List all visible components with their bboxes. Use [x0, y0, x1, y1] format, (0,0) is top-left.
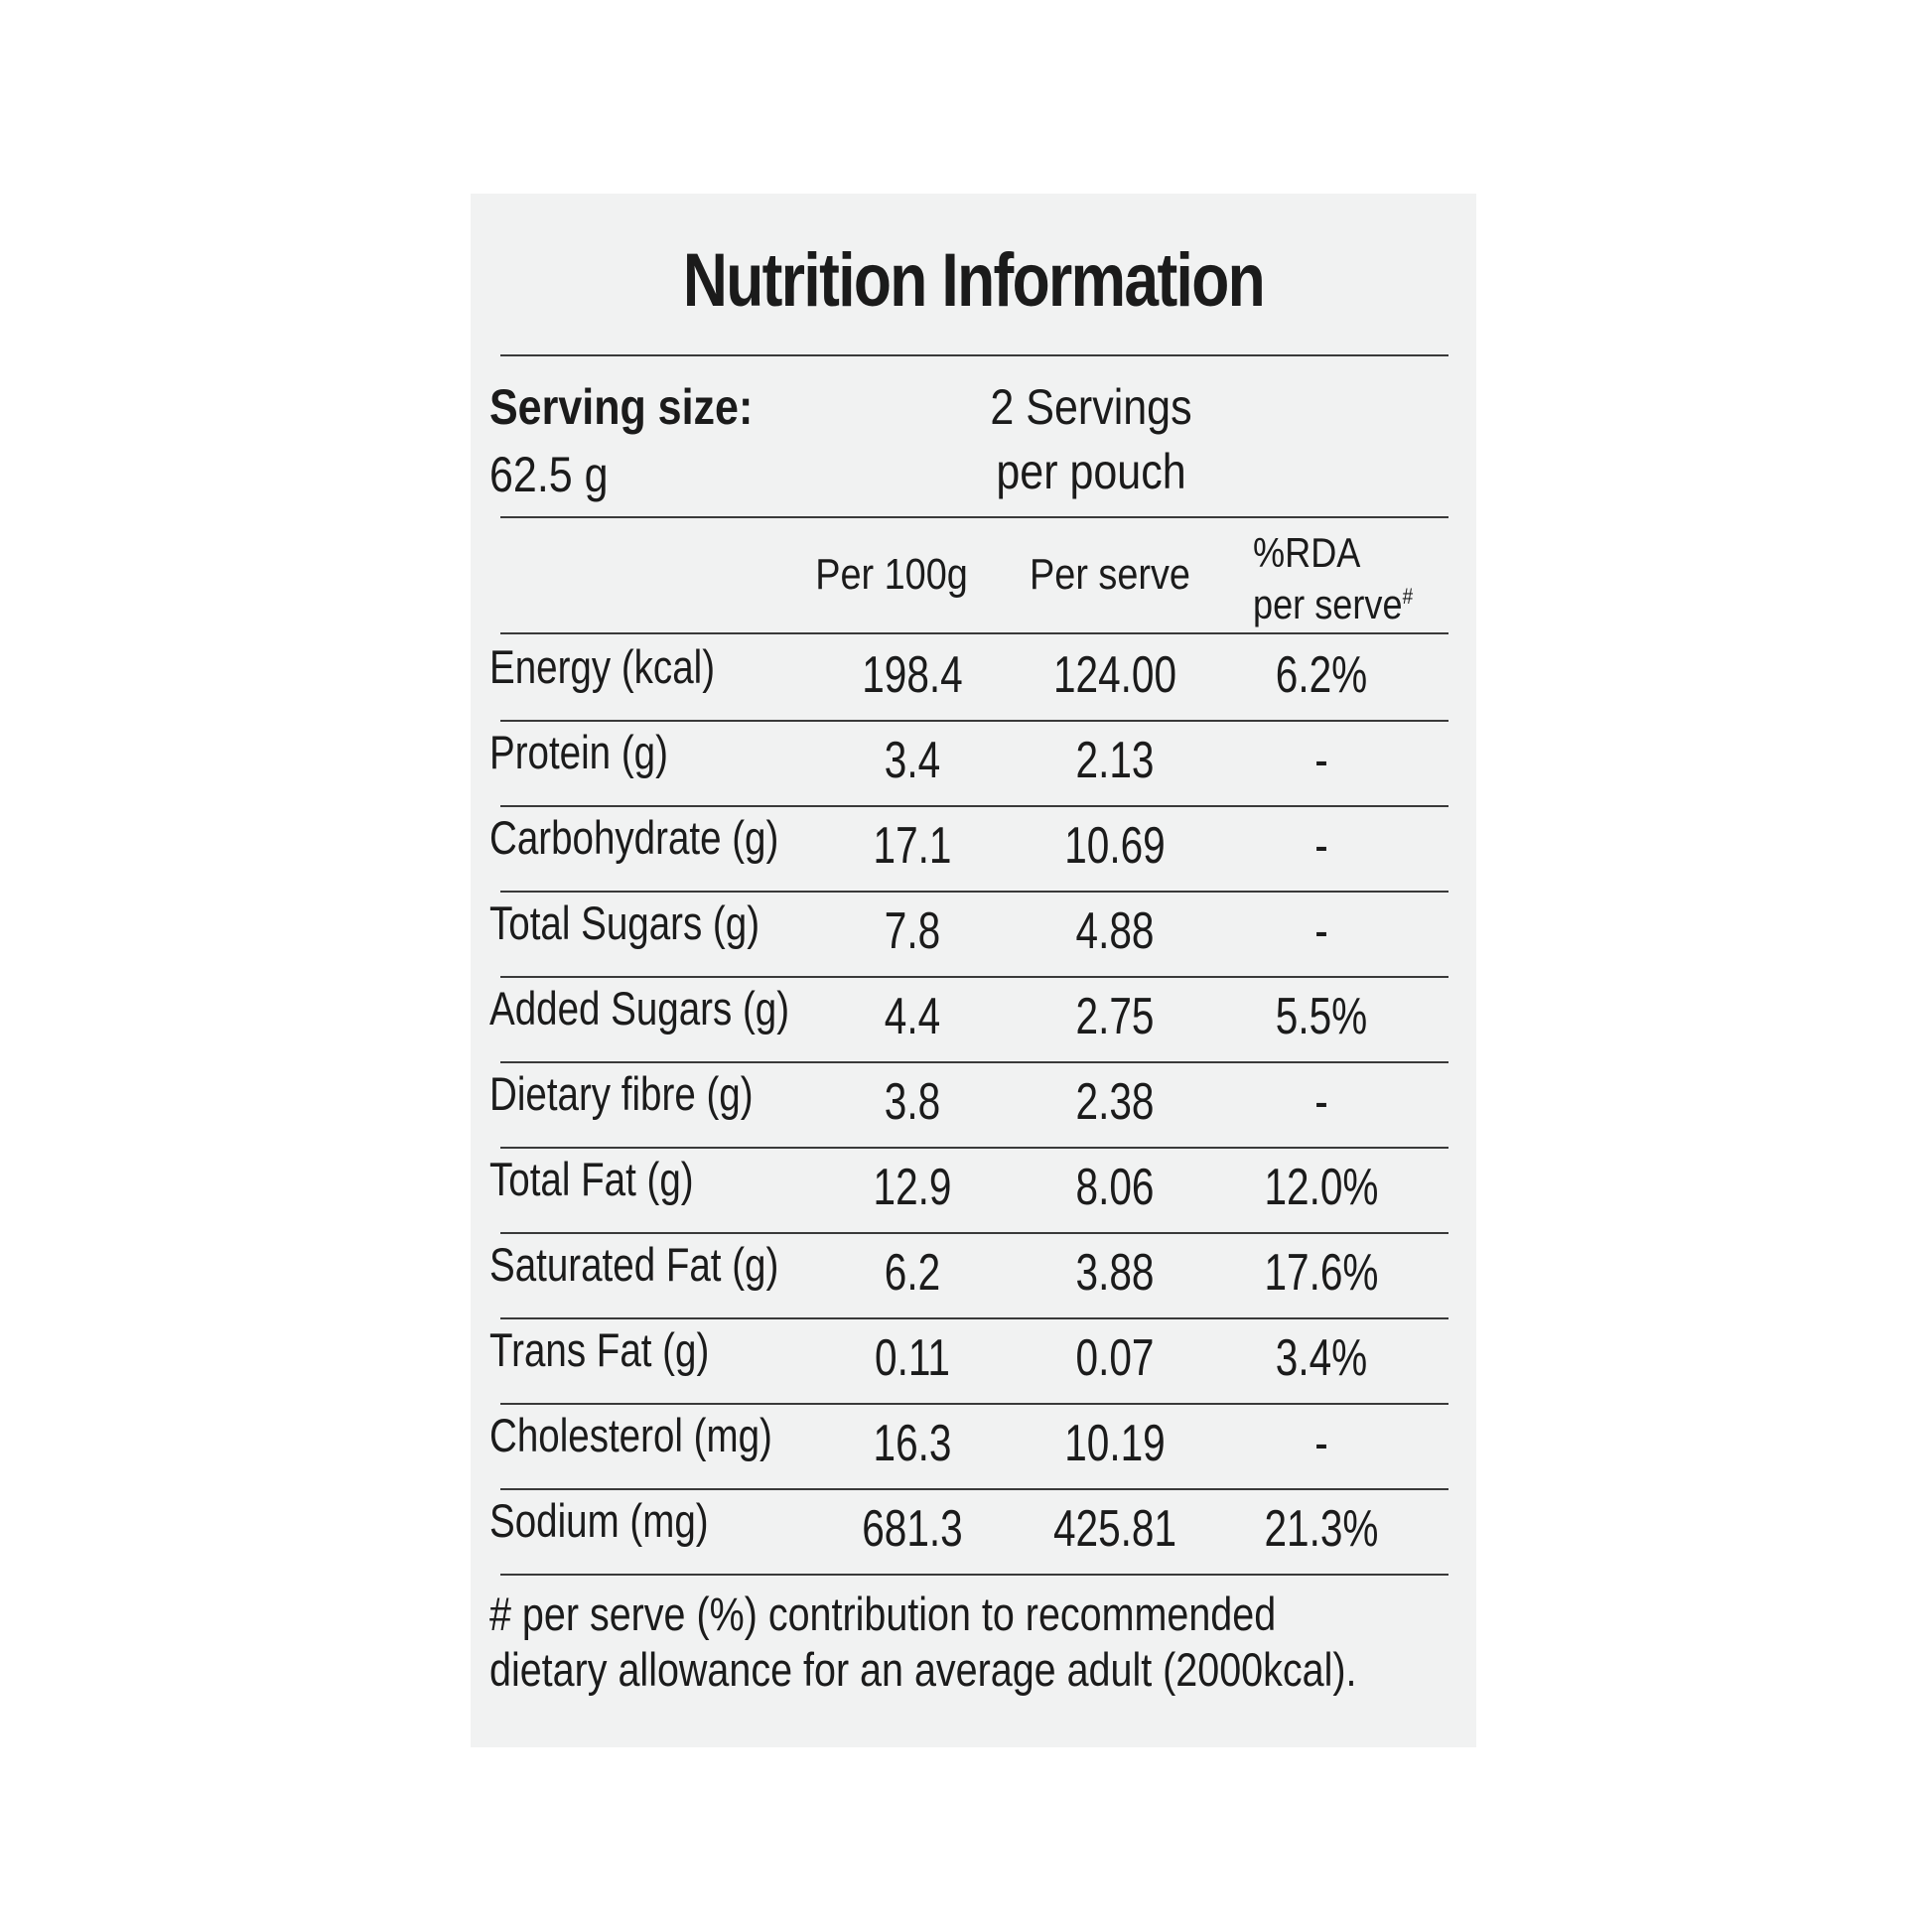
nutrient-name: Dietary fibre (g) — [489, 1067, 754, 1120]
rda-header-line2: per serve — [1253, 581, 1403, 627]
per-serve-value: 4.88 — [1075, 902, 1155, 960]
footnote — [489, 1587, 1407, 1698]
column-header-rda — [1253, 531, 1413, 626]
table-row — [471, 1062, 1476, 1148]
servings-count: 2 Servings — [990, 379, 1192, 435]
nutrient-name: Trans Fat (g) — [489, 1323, 710, 1376]
column-header-per-100g: Per 100g — [815, 550, 968, 599]
per-100g-value: 3.4 — [884, 732, 941, 789]
table-row — [471, 1148, 1476, 1233]
rda-value: 6.2% — [1275, 646, 1368, 704]
nutrient-name: Sodium (mg) — [489, 1494, 709, 1547]
per-serve-value: 425.81 — [1052, 1500, 1177, 1558]
divider — [500, 516, 1449, 518]
footnote-line2: dietary allowance for an average adult (2000kcal). — [489, 1643, 1357, 1696]
per-100g-value: 17.1 — [873, 817, 952, 875]
nutrient-name: Total Sugars (g) — [489, 897, 760, 949]
table-row — [471, 1233, 1476, 1318]
nutrient-name: Carbohydrate (g) — [489, 811, 779, 864]
nutrient-name: Added Sugars (g) — [489, 982, 790, 1035]
rda-value: - — [1314, 1415, 1328, 1472]
per-serve-value: 8.06 — [1075, 1159, 1155, 1216]
nutrient-name: Energy (kcal) — [489, 640, 716, 693]
per-serve-value: 10.19 — [1064, 1415, 1166, 1472]
per-serve-value: 10.69 — [1064, 817, 1166, 875]
rda-value: 3.4% — [1275, 1329, 1368, 1387]
rda-footnote-mark: # — [1402, 584, 1414, 609]
per-100g-value: 6.2 — [884, 1244, 941, 1302]
per-100g-value: 12.9 — [873, 1159, 952, 1216]
rda-value: - — [1314, 732, 1328, 789]
per-100g-value: 3.8 — [884, 1073, 941, 1131]
divider — [500, 632, 1449, 634]
table-row — [471, 806, 1476, 892]
per-100g-value: 0.11 — [875, 1329, 950, 1387]
per-serve-value: 124.00 — [1052, 646, 1177, 704]
rda-value: - — [1314, 817, 1328, 875]
per-serve-value: 3.88 — [1075, 1244, 1155, 1302]
table-row — [471, 635, 1476, 721]
nutrient-name: Protein (g) — [489, 726, 668, 778]
per-100g-value: 7.8 — [884, 902, 941, 960]
per-100g-value: 16.3 — [873, 1415, 952, 1472]
per-serve-value: 0.07 — [1075, 1329, 1155, 1387]
per-100g-value: 198.4 — [862, 646, 963, 704]
per-100g-value: 4.4 — [884, 988, 941, 1045]
rda-value: 17.6% — [1264, 1244, 1379, 1302]
nutrient-name: Total Fat (g) — [489, 1153, 694, 1205]
nutrient-name: Saturated Fat (g) — [489, 1238, 779, 1291]
table-row — [471, 977, 1476, 1062]
table-row — [471, 721, 1476, 806]
table-row — [471, 1318, 1476, 1404]
table-row — [471, 1489, 1476, 1575]
divider — [500, 354, 1449, 356]
footnote-line1: # per serve (%) contribution to recommended — [489, 1587, 1277, 1640]
per-serve-value: 2.38 — [1075, 1073, 1155, 1131]
serving-size-value: 62.5 g — [489, 447, 609, 502]
rda-header-line1: %RDA — [1253, 529, 1361, 576]
divider — [500, 1574, 1449, 1576]
servings-unit: per pouch — [996, 444, 1186, 499]
per-serve-value: 2.75 — [1075, 988, 1155, 1045]
rda-value: - — [1314, 902, 1328, 960]
serving-size-label: Serving size: — [489, 379, 754, 435]
column-header-per-serve: Per serve — [1030, 550, 1190, 599]
page-title: Nutrition Information — [682, 238, 1265, 323]
per-serve-value: 2.13 — [1075, 732, 1155, 789]
rda-value: - — [1314, 1073, 1328, 1131]
rda-value: 21.3% — [1264, 1500, 1379, 1558]
rda-value: 5.5% — [1275, 988, 1368, 1045]
nutrient-name: Cholesterol (mg) — [489, 1409, 772, 1461]
nutrition-panel — [471, 194, 1476, 1747]
rda-value: 12.0% — [1264, 1159, 1379, 1216]
table-row — [471, 1404, 1476, 1489]
per-100g-value: 681.3 — [862, 1500, 963, 1558]
table-row — [471, 892, 1476, 977]
